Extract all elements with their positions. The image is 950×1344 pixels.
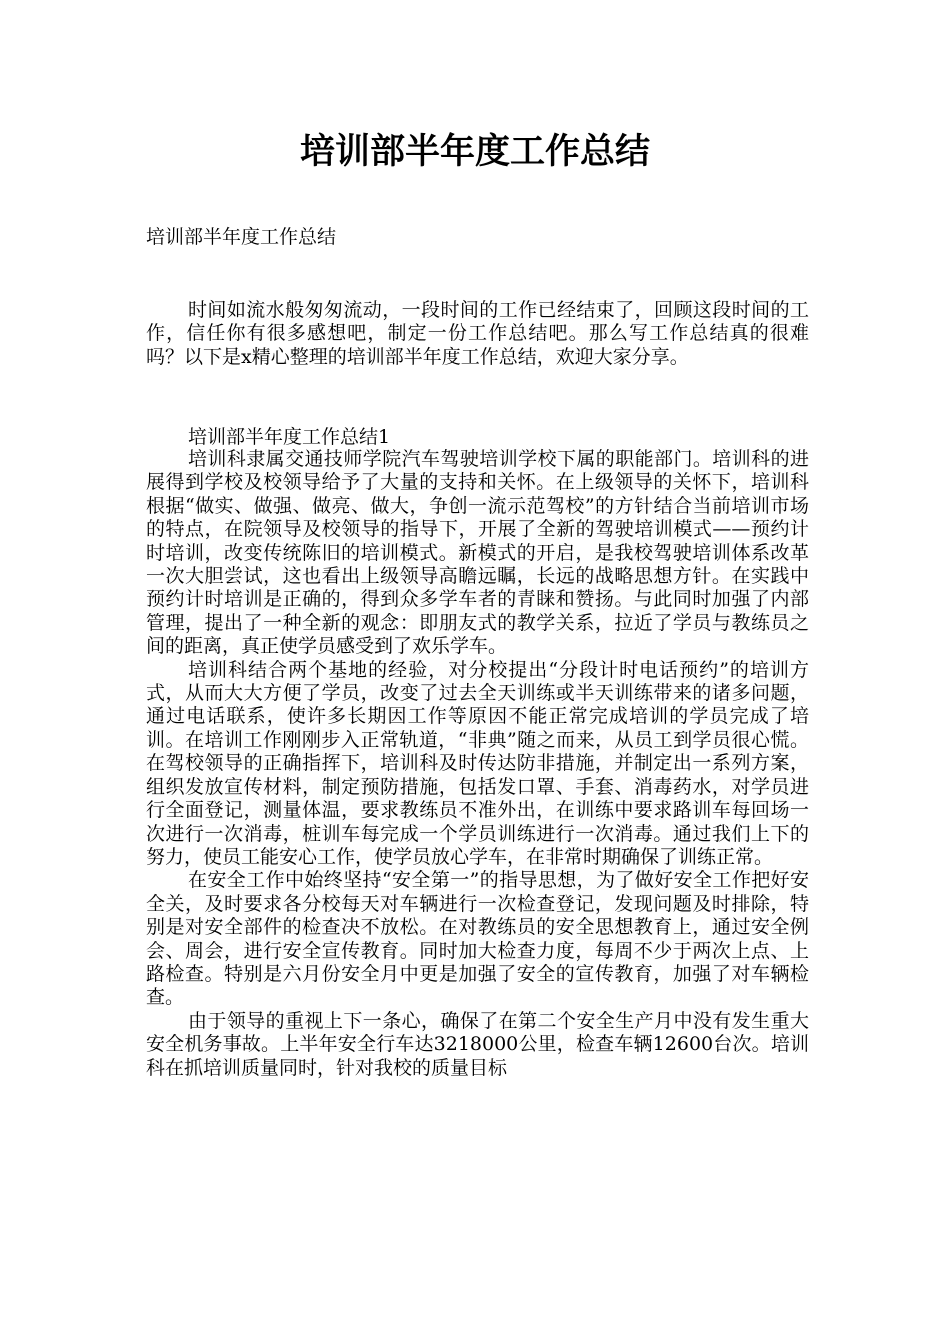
body-paragraph: 培训科隶属交通技师学院汽车驾驶培训学校下属的职能部门。培训科的进展得到学校及校领导给予了大量的支持和关怀。在上级领导的关怀下，培训科根据“做实、做强、做亮、做大，争创一流示范驾校”的方针结合当前培训市场的特点，在院领导及校领导的指导下，开展了全新的驾驶培训模式——预约计时培训，改变传统陈旧的培训模式。新模式的开启，是我校驾驶培训体系改革一次大胆尝试，这也看出上级领导高瞻远瞩，长远的战略思想方针。在实践中预约计时培训是正确的，得到众多学车者的青睐和赞扬。与此同时加强了内部管理，提出了一种全新的观念：即朋友式的教学关系，拉近了学员与教练员之间的距离，真正使学员感受到了欢乐学车。	[146, 448, 809, 658]
body-paragraph: 培训科结合两个基地的经验，对分校提出“分段计时电话预约”的培训方式，从而大大方便了学员，改变了过去全天训练或半天训练带来的诸多问题，通过电话联系，使许多长期因工作等原因不能正常完成培训的学员完成了培训。在培训工作刚刚步入正常轨道，“非典”随之而来，从员工到学员很心慌。在驾校领导的正确指挥下，培训科及时传达防非措施，并制定出一系列方案，组织发放宣传材料，制定预防措施，包括发口罩、手套、消毒药水，对学员进行全面登记，测量体温，要求教练员不准外出，在训练中要求路训车每回场一次进行一次消毒，桩训车每完成一个学员训练进行一次消毒。通过我们上下的努力，使员工能安心工作，使学员放心学车，在非常时期确保了训练正常。	[146, 658, 809, 868]
body-paragraph: 由于领导的重视上下一条心，确保了在第二个安全生产月中没有发生重大安全机务事故。上半年安全行车达3218000公里，检查车辆12600台次。培训科在抓培训质量同时，针对我校的质量目标	[146, 1009, 809, 1079]
body-paragraph: 在安全工作中始终坚持“安全第一”的指导思想，为了做好安全工作把好安全关，及时要求各分校每天对车辆进行一次检查登记，发现问题及时排除，特别是对安全部件的检查决不放松。在对教练员的安全思想教育上，通过安全例会、周会，进行安全宣传教育。同时加大检查力度，每周不少于两次上点、上路检查。特别是六月份安全月中更是加强了安全的宣传教育，加强了对车辆检查。	[146, 869, 809, 1009]
document-subtitle: 培训部半年度工作总结	[146, 226, 337, 248]
document-title: 培训部半年度工作总结	[299, 132, 650, 172]
section-body	[146, 448, 809, 1080]
intro-paragraph: 时间如流水般匆匆流动，一段时间的工作已经结束了，回顾这段时间的工作，信任你有很多感想吧，制定一份工作总结吧。那么写工作总结真的很难吗？以下是x精心整理的培训部半年度工作总结，欢迎大家分享。	[146, 299, 809, 368]
section-heading: 培训部半年度工作总结1	[188, 426, 391, 448]
